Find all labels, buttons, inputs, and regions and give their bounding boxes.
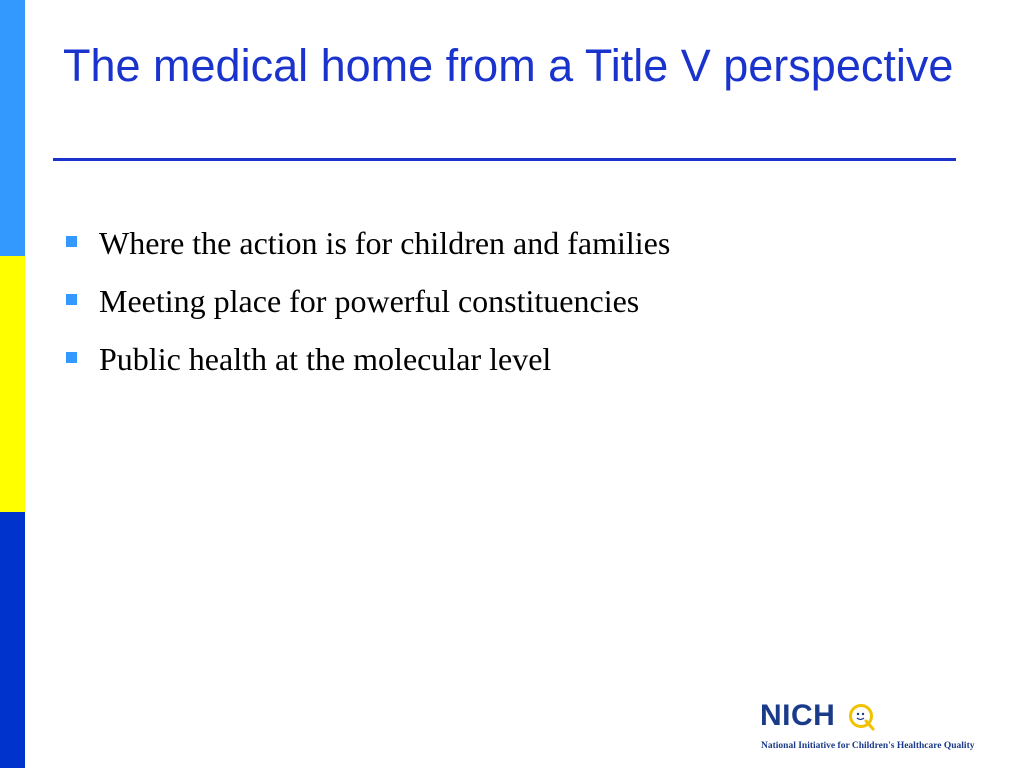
side-bar-segment-top	[0, 0, 25, 256]
bullet-item	[63, 221, 670, 279]
bullet-item	[63, 279, 670, 337]
square-bullet-icon	[66, 294, 77, 305]
bullet-list	[63, 221, 670, 395]
logo-tagline: National Initiative for Children's Healthcare Quality	[761, 741, 975, 751]
side-color-bar	[0, 0, 25, 768]
bullet-text: Meeting place for powerful constituencies	[99, 283, 640, 319]
nichq-logo	[760, 698, 975, 758]
bullet-item	[63, 337, 670, 395]
slide-title: The medical home from a Title V perspective	[63, 40, 954, 91]
logo-wordmark: NICH	[760, 699, 836, 732]
side-bar-segment-bottom	[0, 512, 25, 768]
logo-q-icon	[847, 702, 877, 732]
square-bullet-icon	[66, 236, 77, 247]
square-bullet-icon	[66, 352, 77, 363]
bullet-text: Public health at the molecular level	[99, 341, 552, 377]
bullet-text: Where the action is for children and families	[99, 225, 671, 261]
title-underline	[53, 158, 956, 161]
side-bar-segment-middle	[0, 256, 25, 512]
